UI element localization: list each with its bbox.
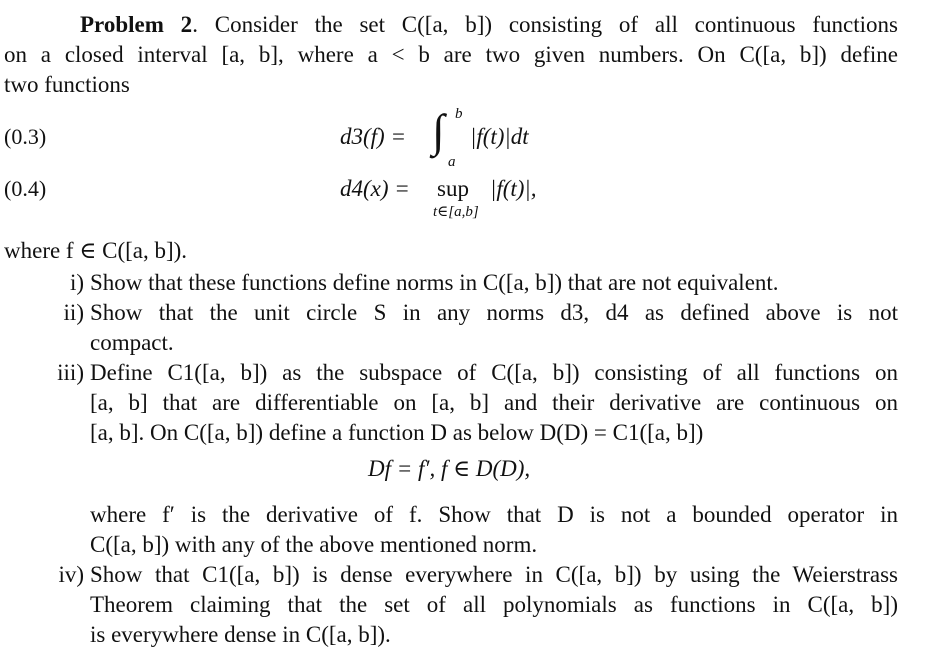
- integral-lower-limit: a: [448, 154, 456, 170]
- equation-0-4-lhs: d4(x) =: [340, 176, 410, 201]
- item-iii-line-3: [a, b]. On C([a, b]) define a function D as below D(D) = C1([a, b]): [90, 420, 704, 445]
- item-label-ii: ii): [63, 300, 84, 325]
- problem-heading: Problem 2: [80, 12, 193, 37]
- item-iii-line-1: Define C1([a, b]) as the subspace of C([a, b]) consisting of all functions on: [90, 360, 898, 385]
- integral-sign: ∫: [432, 105, 445, 156]
- item-label-i: i): [69, 270, 84, 295]
- integral-upper-limit: b: [455, 106, 463, 122]
- equation-number-0-4: (0.4): [4, 176, 47, 201]
- intro-line-2: on a closed interval [a, b], where a < b are two given numbers. On C([a, b]) define: [4, 42, 898, 67]
- item-ii-line-2: compact.: [90, 330, 174, 355]
- intro-line-1: [80, 10, 898, 40]
- item-label-iv: iv): [58, 562, 84, 587]
- item-i-line-1: Show that these functions define norms in C([a, b]) that are not equivalent.: [90, 270, 779, 295]
- item-iii-display-equation: Df = f′, f ∈ D(D),: [368, 456, 531, 481]
- intro-line-3: two functions: [4, 72, 130, 97]
- item-iii-after-line-2: C([a, b]) with any of the above mentioned norm.: [90, 532, 538, 557]
- where-line: where f ∈ C([a, b]).: [4, 238, 188, 263]
- sup-operator: sup: [437, 176, 469, 201]
- item-iv-line-3: is everywhere dense in C([a, b]).: [90, 622, 391, 647]
- equation-0-3-lhs: d3(f) =: [340, 124, 406, 149]
- item-iv-line-2: Theorem claiming that the set of all polynomials as functions in C([a, b]): [90, 592, 898, 617]
- item-iii-after-line-1: where f′ is the derivative of f. Show that D is not a bounded operator in: [90, 502, 898, 527]
- equation-0-4-body: |f(t)|,: [490, 176, 537, 201]
- item-iv-line-1: Show that C1([a, b]) is dense everywhere in C([a, b]) by using the Weierstrass: [90, 562, 898, 587]
- item-ii-line-1: Show that the unit circle S in any norms d3, d4 as defined above is not: [90, 300, 898, 325]
- item-label-iii: iii): [57, 360, 84, 385]
- equation-number-0-3: (0.3): [4, 124, 47, 149]
- equation-0-3-integrand: |f(t)|dt: [470, 124, 529, 149]
- item-iii-line-2: [a, b] that are differentiable on [a, b] and their derivative are continuous on: [90, 390, 898, 415]
- sup-subscript: t∈[a,b]: [433, 204, 479, 220]
- intro-line-1-text: . Consider the set C([a, b]) consisting of all continuous functions: [192, 12, 898, 37]
